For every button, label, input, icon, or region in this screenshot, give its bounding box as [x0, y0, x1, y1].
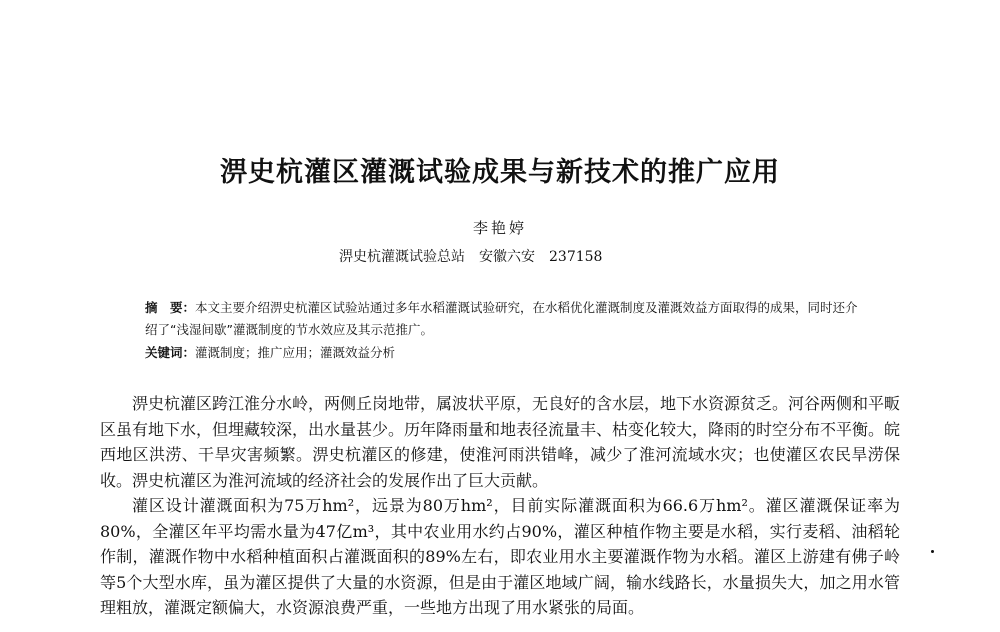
body-text — [100, 391, 900, 621]
author-name: 李艳婷 — [472, 219, 527, 237]
author-affiliation: 淠史杭灌溉试验总站 安徽六安 237158 — [339, 249, 603, 265]
abstract-text: 本文主要介绍淠史杭灌区试验站通过多年水稻灌溉试验研究，在水稻优化灌溉制度及灌溉效益方面取得的成果，同时还介绍了“浅湿间歇”灌溉制度的节水效应及其示范推广。 — [145, 300, 858, 337]
keywords-label: 关键词： — [145, 345, 196, 360]
abstract — [145, 297, 865, 341]
keywords — [145, 343, 395, 361]
scan-speck — [931, 550, 934, 553]
body-paragraph: 淠史杭灌区跨江淮分水岭，两侧丘岗地带，属波状平原，无良好的含水层，地下水资源贫乏。河谷两侧和平畈区虽有地下水，但埋藏较深，出水量甚少。历年降雨量和地表径流量丰、枯变化较大，降雨的时空分布不平衡。皖西地区洪涝、干旱灾害频繁。淠史杭灌区的修建，使淮河雨洪错峰，减少了淮河流域水灾；也使灌区农民旱涝保收。淠史杭灌区为淮河流域的经济社会的发展作出了巨大贡献。 — [100, 394, 901, 490]
keywords-text: 灌溉制度；推广应用；灌溉效益分析 — [195, 345, 396, 360]
body-paragraph: 灌区设计灌溉面积为75万hm²，远景为80万hm²，目前实际灌溉面积为66.6万hm²。灌区灌溉保证率为80%，全灌区年平均需水量为47亿m³，其中农业用水约占90%，灌区种植作物主要是水稻，实行麦稻、油稻轮作制，灌溉作物中水稻种植面积占灌溉面积的89%左右，即农业用水主要灌溉作物为水稻。灌区上游建有佛子岭等5个大型水库，虽为灌区提供了大量的水资源，但是由于灌区地域广阔，输水线路长，水量损失大，加之用水管理粗放，灌溉定额偏大，水资源浪费严重，一些地方出现了用水紧张的局面。 — [100, 496, 900, 617]
paper-title: 淠史杭灌区灌溉试验成果与新技术的推广应用 — [220, 157, 780, 188]
abstract-label: 摘 要： — [145, 300, 196, 315]
